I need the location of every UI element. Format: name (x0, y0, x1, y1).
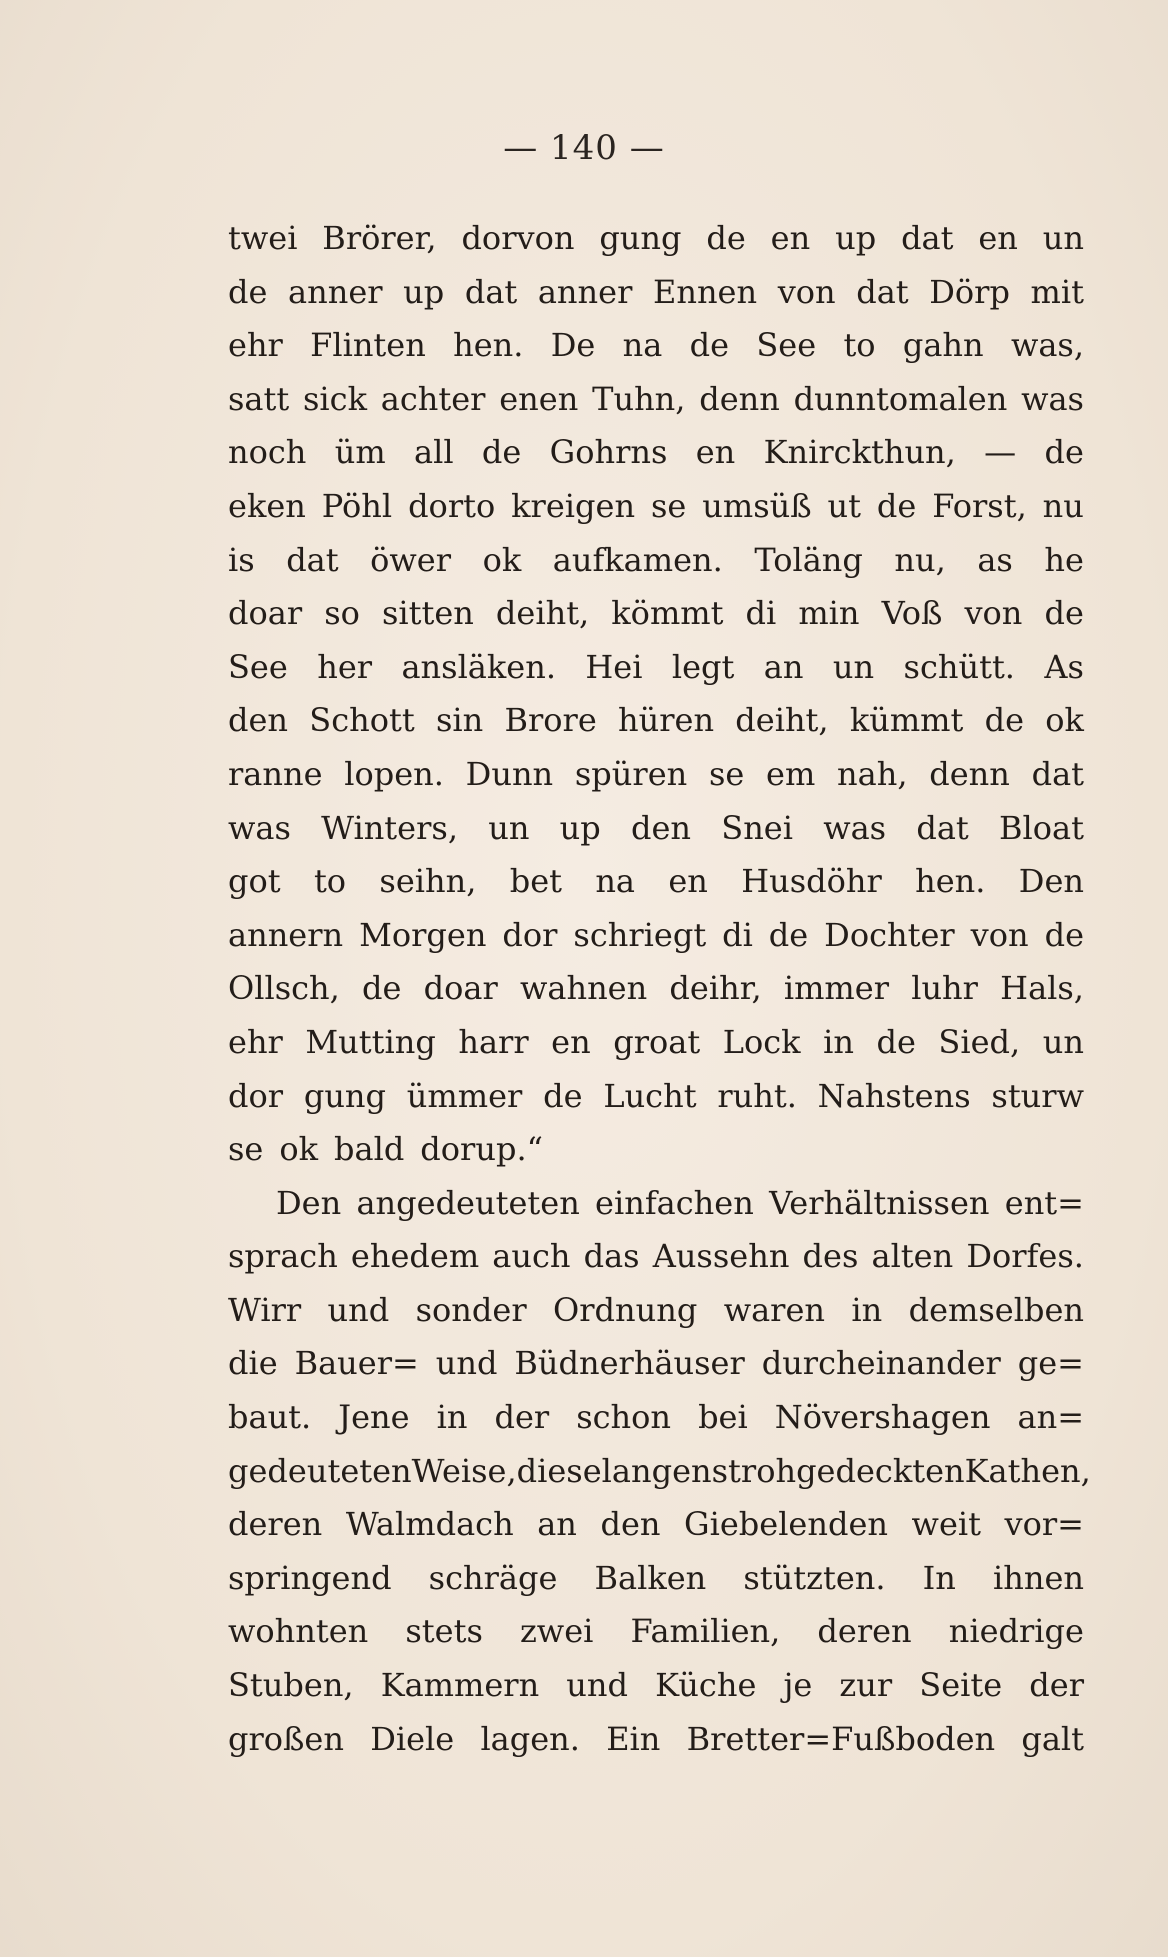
body-text (228, 212, 1091, 1766)
text-line: gedeuteten Weise, diese langen strohgedeckten Kathen, (228, 1451, 1091, 1490)
text-line: die Bauer= und Büdnerhäuser durcheinander ge= (228, 1344, 1084, 1383)
text-line: twei Brörer, dorvon gung de en up dat en un (228, 219, 1084, 257)
text-line: got to seihn, bet na en Husdöhr hen. Den (228, 862, 1084, 901)
text-line: den Schott sin Brore hüren deiht, kümmt de ok (228, 701, 1084, 740)
text-line: ranne lopen. Dunn spüren se em nah, denn dat (228, 754, 1084, 793)
text-line: baut. Jene in der schon bei Növershagen an= (228, 1398, 1084, 1437)
text-line: wohnten stets zwei Familien, deren niedrige (228, 1612, 1084, 1651)
text-line: satt sick achter enen Tuhn, denn dunntomalen was (228, 379, 1084, 418)
page-number: — 140 — (503, 128, 665, 168)
text-line: was Winters, un up den Snei was dat Bloat (228, 808, 1084, 847)
text-line: is dat öwer ok aufkamen. Toläng nu, as he (228, 540, 1084, 579)
text-line: Stuben, Kammern und Küche je zur Seite der (228, 1666, 1084, 1705)
text-line: großen Diele lagen. Ein Bretter=Fußboden galt (228, 1719, 1084, 1758)
text-line: See her ansläken. Hei legt an un schütt. As (228, 647, 1084, 686)
text-line: se ok bald dorup.“ (228, 1130, 543, 1169)
text-line: Ollsch, de doar wahnen deihr, immer luhr Hals, (228, 969, 1084, 1008)
text-line: eken Pöhl dorto kreigen se umsüß ut de Forst, nu (228, 486, 1084, 525)
text-line: noch üm all de Gohrns en Knirckthun, — de (228, 433, 1084, 472)
text-line: deren Walmdach an den Giebelenden weit vor= (228, 1505, 1084, 1544)
text-line: springend schräge Balken stützten. In ihnen (228, 1558, 1084, 1597)
text-line: doar so sitten deiht, kömmt di min Voß von de (228, 594, 1084, 633)
text-line: annern Morgen dor schriegt di de Dochter von de (228, 915, 1084, 954)
text-line: de anner up dat anner Ennen von dat Dörp mit (228, 272, 1084, 311)
text-line: ehr Flinten hen. De na de See to gahn was, (228, 326, 1084, 365)
text-line: dor gung ümmer de Lucht ruht. Nahstens sturw (228, 1076, 1084, 1115)
text-line: ehr Mutting harr en groat Lock in de Sied, un (228, 1022, 1084, 1061)
text-line: sprach ehedem auch das Aussehn des alten Dorfes. (228, 1237, 1084, 1276)
text-line: Den angedeuteten einfachen Verhältnissen ent= (276, 1183, 1084, 1222)
text-line: Wirr und sonder Ordnung waren in demselben (228, 1290, 1084, 1329)
